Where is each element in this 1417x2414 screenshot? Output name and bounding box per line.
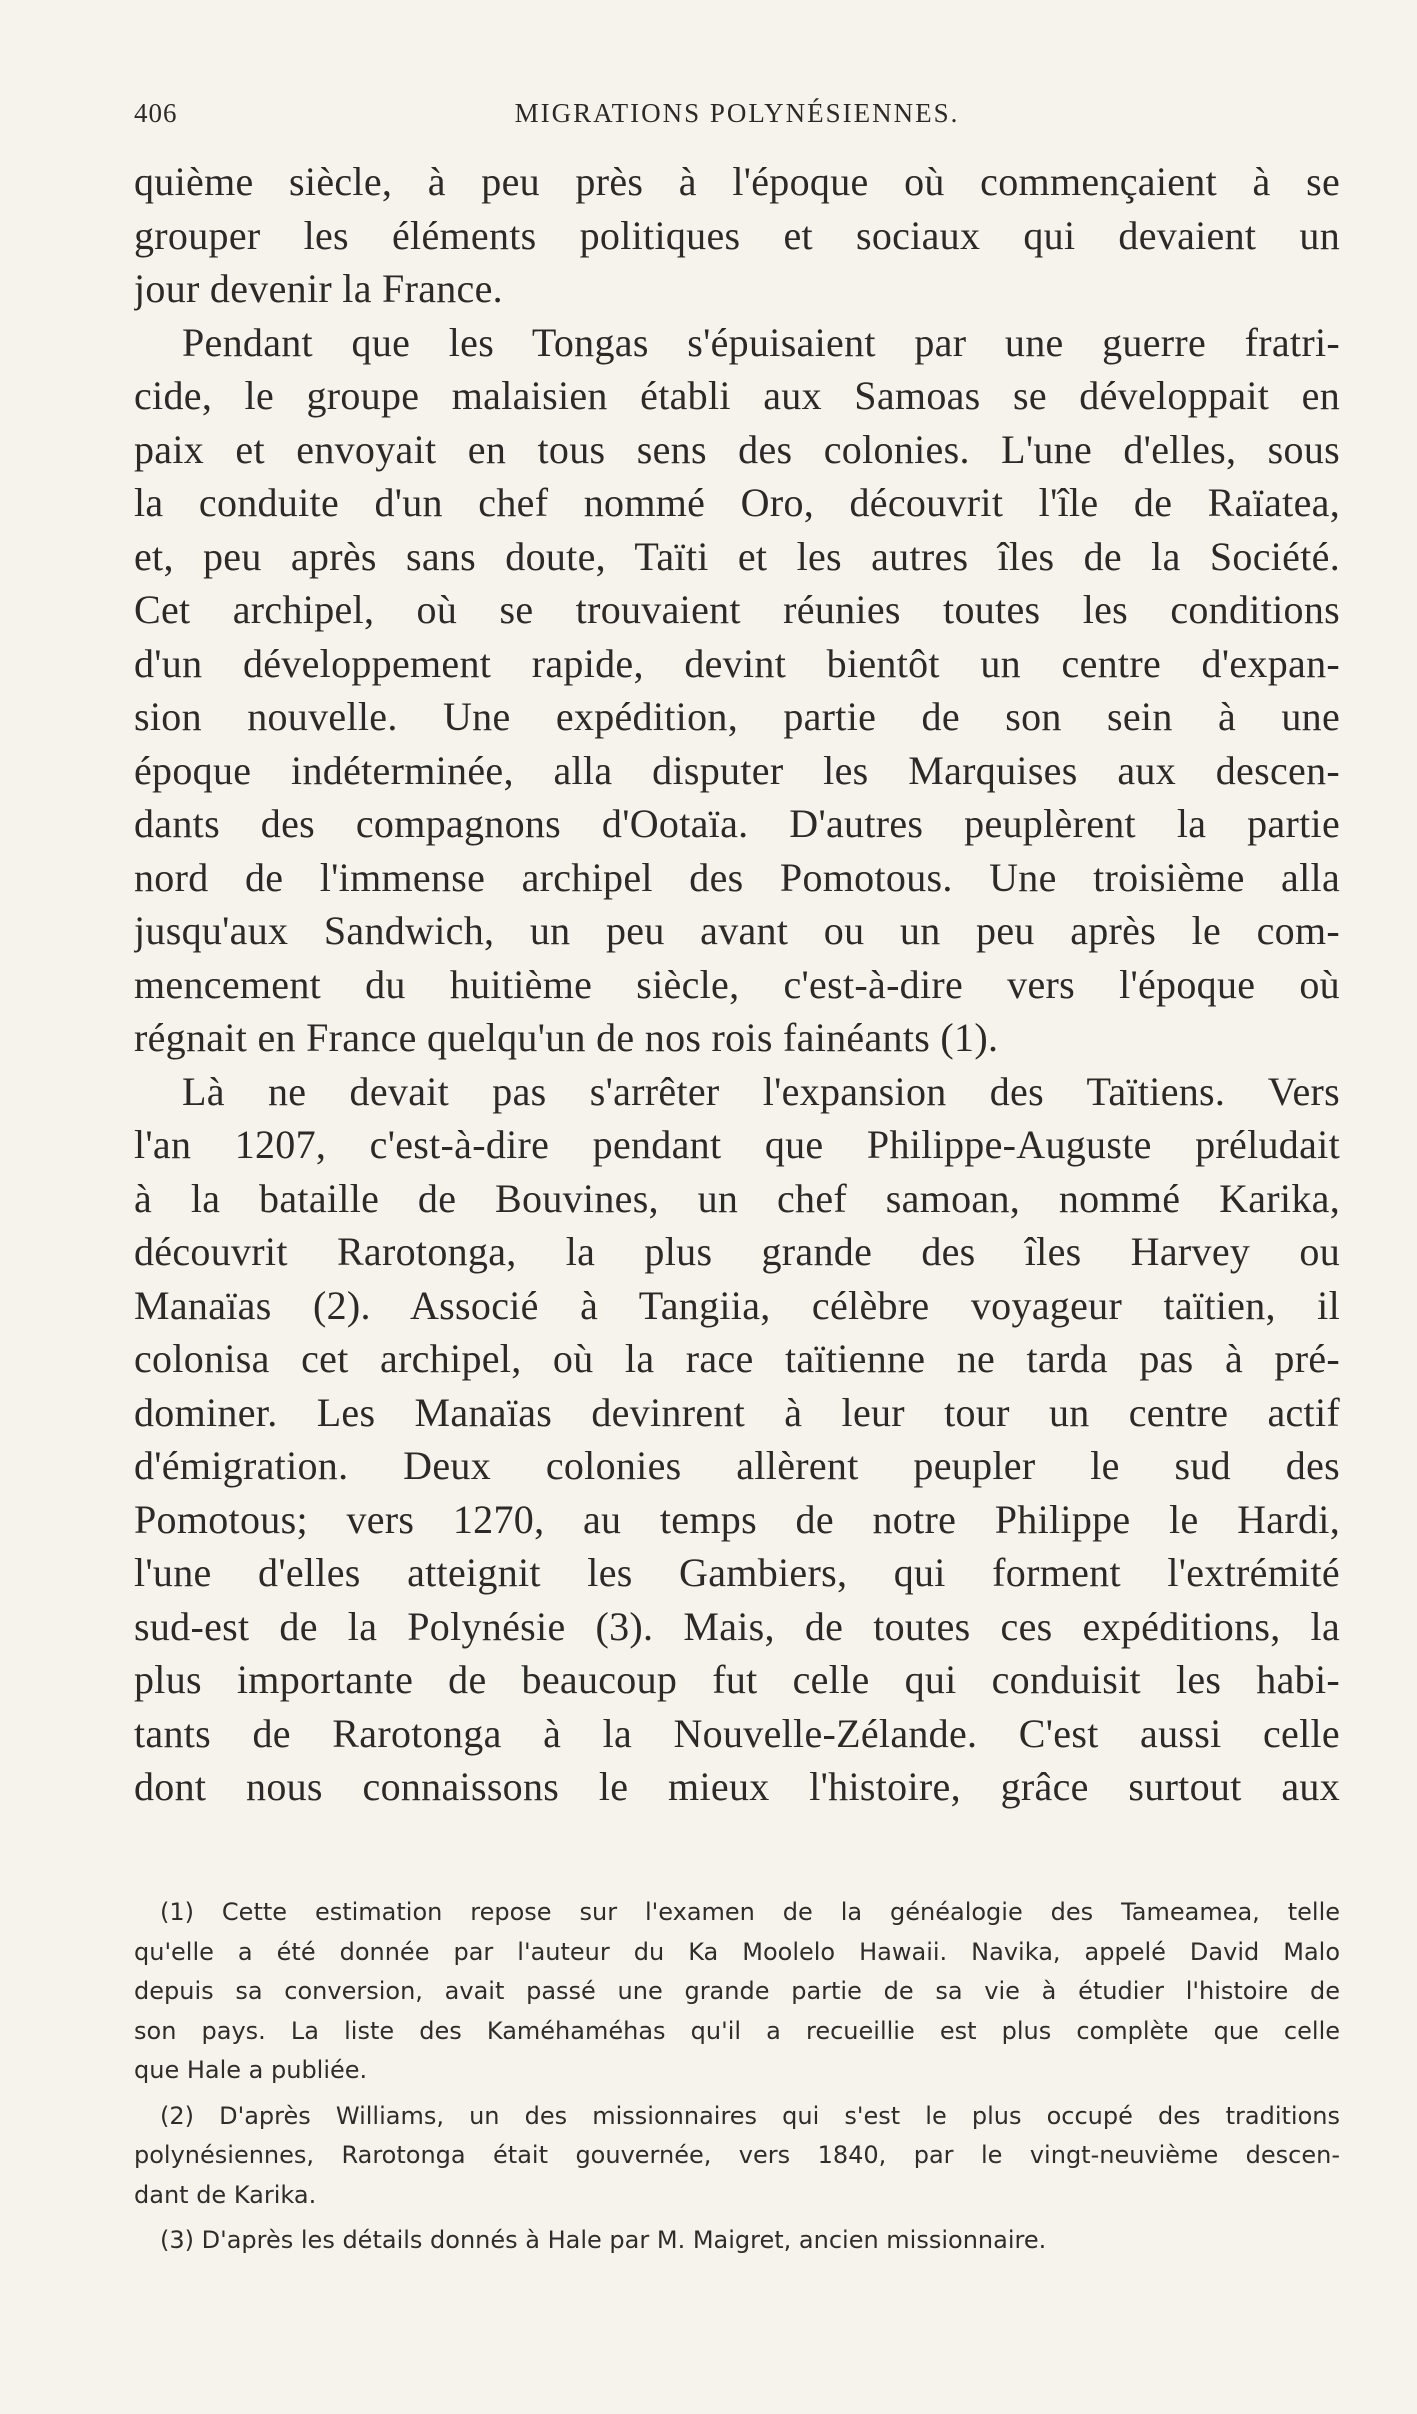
text-line: d'émigration. Deux colonies allèrent peupler le sud des — [134, 1443, 1340, 1488]
text-line: l'une d'elles atteignit les Gambiers, qui forment l'extrémité — [134, 1550, 1340, 1595]
footnote-1 — [134, 1893, 1340, 2091]
text-line: cide, le groupe malaisien établi aux Samoas se développait en — [134, 373, 1340, 418]
text-line: quième siècle, à peu près à l'époque où commençaient à se — [134, 159, 1340, 204]
text-line: tants de Rarotonga à la Nouvelle-Zélande. C'est aussi celle — [134, 1710, 1340, 1756]
text-line: Pendant que les Tongas s'épuisaient par une guerre fratri- — [182, 319, 1340, 365]
text-line: sud-est de la Polynésie (3). Mais, de toutes ces expéditions, la — [134, 1603, 1340, 1649]
footnote-line: qu'elle a été donnée par l'auteur du Ka Moolelo Hawaii. Navika, appelé David Malo — [134, 1937, 1340, 1966]
text-line: plus importante de beaucoup fut celle qui conduisit les habi- — [134, 1657, 1340, 1702]
footnote-line: que Hale a publiée. — [134, 2056, 368, 2084]
text-line: dants des compagnons d'Ootaïa. D'autres peuplèrent la partie — [134, 801, 1340, 846]
text-line: Là ne devait pas s'arrêter l'expansion des Taïtiens. Vers — [182, 1068, 1340, 1114]
footnote-2 — [134, 2097, 1340, 2216]
text-line: dont nous connaissons le mieux l'histoire, grâce surtout aux — [134, 1764, 1340, 1809]
text-line: la conduite d'un chef nommé Oro, découvrit l'île de Raïatea, — [134, 480, 1340, 525]
running-header — [134, 98, 1340, 138]
page-number: 406 — [134, 98, 178, 128]
text-line: paix et envoyait en tous sens des colonies. L'une d'elles, sous — [134, 426, 1340, 472]
text-line: sion nouvelle. Une expédition, partie de son sein à une — [134, 694, 1340, 739]
text-line: nord de l'immense archipel des Pomotous. Une troisième alla — [134, 854, 1340, 900]
text-line: jour devenir la France. — [134, 266, 503, 311]
text-line: à la bataille de Bouvines, un chef samoan, nommé Karika, — [134, 1175, 1340, 1221]
footnote-line: (3) D'après les détails donnés à Hale par M. Maigret, ancien missionnaire. — [160, 2226, 1047, 2254]
text-line: et, peu après sans doute, Taïti et les autres îles de la Société. — [134, 533, 1340, 579]
text-line: jusqu'aux Sandwich, un peu avant ou un peu après le com- — [134, 908, 1340, 953]
text-line: Cet archipel, où se trouvaient réunies toutes les conditions — [134, 587, 1340, 632]
running-title: MIGRATIONS POLYNÉSIENNES. — [514, 98, 960, 128]
text-line: d'un développement rapide, devint bientôt un centre d'expan- — [134, 640, 1340, 686]
footnote-line: depuis sa conversion, avait passé une grande partie de sa vie à étudier l'histoire de — [134, 1977, 1340, 2005]
text-line: l'an 1207, c'est-à-dire pendant que Philippe-Auguste préludait — [134, 1122, 1340, 1167]
text-line: Pomotous; vers 1270, au temps de notre Philippe le Hardi, — [134, 1496, 1340, 1542]
text-line: régnait en France quelqu'un de nos rois fainéants (1). — [134, 1015, 999, 1060]
body-text — [134, 155, 1340, 1814]
text-line: découvrit Rarotonga, la plus grande des îles Harvey ou — [134, 1229, 1340, 1274]
footnote-line: (1) Cette estimation repose sur l'examen de la généalogie des Tameamea, telle — [160, 1898, 1340, 1926]
footnote-line: (2) D'après Williams, un des missionnaires qui s'est le plus occupé des traditions — [160, 2101, 1340, 2130]
text-line: colonisa cet archipel, où la race taïtienne ne tarda pas à pré- — [134, 1336, 1340, 1381]
footnotes — [134, 1893, 1340, 2261]
footnote-3 — [134, 2221, 1340, 2261]
text-line: grouper les éléments politiques et sociaux qui devaient un — [134, 212, 1340, 258]
text-line: dominer. Les Manaïas devinrent à leur tour un centre actif — [134, 1389, 1340, 1435]
text-line: époque indéterminée, alla disputer les Marquises aux descen- — [134, 747, 1340, 793]
footnote-line: polynésiennes, Rarotonga était gouvernée, vers 1840, par le vingt-neuvième descen- — [134, 2141, 1340, 2169]
text-line: Manaïas (2). Associé à Tangiia, célèbre voyageur taïtien, il — [134, 1282, 1340, 1328]
footnote-line: son pays. La liste des Kaméhaméhas qu'il a recueillie est plus complète que celle — [134, 2016, 1340, 2045]
footnote-line: dant de Karika. — [134, 2180, 317, 2209]
text-line: mencement du huitième siècle, c'est-à-dire vers l'époque où — [134, 961, 1340, 1007]
